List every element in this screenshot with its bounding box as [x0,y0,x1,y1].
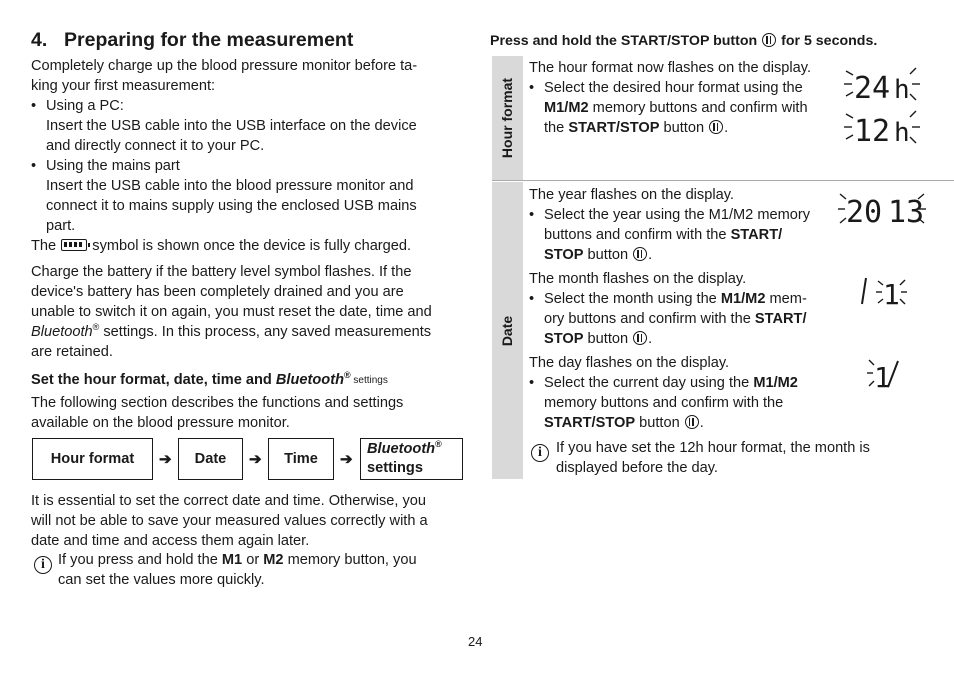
pc-line: and directly connect it to your PC. [46,138,265,154]
mains-line: connect it to mains supply using the enclosed USB mains [46,198,417,214]
charge-block [31,262,461,362]
charge-line: device's battery has been completely drained and you are [31,284,404,300]
lcd-year-20: 20 [846,195,883,230]
subheading-small: settings [350,375,388,386]
intro-line: king your first measurement: [31,78,216,94]
registered-mark: ® [435,439,442,450]
day-line: The day flashes on the display. [529,355,730,371]
flow-arrow: ➔ [340,451,353,468]
divider [492,180,954,181]
year-line: STOP button . [544,247,653,263]
flow-label: Date [194,451,227,467]
month-m1m2: M1/M2 [720,291,766,307]
subheading-bluetooth: Bluetooth [275,372,344,388]
following-line: available on the blood pressure monitor. [31,415,290,431]
month-start: START/ [754,311,807,327]
tip-line [58,550,458,570]
month-post: mem- [765,291,807,307]
hour-m1m2: M1/M2 [544,100,589,116]
mains-line: part. [46,218,76,234]
year-line: The year flashes on the display. [529,187,734,203]
section-number: 4. [31,29,48,51]
hour-pre: the [544,120,569,136]
mains-line: Insert the USB cable into the blood pressure monitor and [46,178,414,194]
lcd-h: h [894,75,910,105]
subheading-pre: Set the hour format, date, time and [31,372,276,388]
hour-line [529,98,834,118]
start-stop-button-icon [633,247,647,261]
bluetooth-word: Bluetooth [31,324,93,340]
month-pre: ory buttons and confirm with the [544,311,755,327]
tip-block [58,550,458,590]
hour-post: button [659,120,709,136]
hour-format-side-tab [492,56,523,180]
flow-box-date [178,438,243,480]
year-block [529,185,834,265]
day-bullet [529,373,834,393]
day-block [529,353,834,433]
tip-post: memory button, you [283,552,417,568]
month-line [529,309,834,329]
year-pre: buttons and confirm with the [544,227,731,243]
date-side-tab [492,182,523,479]
tip-line: can set the values more quickly. [58,572,265,588]
following-line: The following section describes the functions and settings [31,395,404,411]
charged-post: symbol is shown once the device is fully charged. [92,238,412,254]
month-stop: STOP [544,331,584,347]
following-block [31,393,461,433]
intro-line: Completely charge up the blood pressure monitor before ta- [31,58,418,74]
charge-line: are retained. [31,344,113,360]
month-line: The month flashes on the display. [529,271,747,287]
day-post: button [635,415,684,431]
lcd-month: 1 [883,278,900,310]
right-heading-post: for 5 seconds. [777,33,878,49]
lcd-hour-display [840,62,924,148]
lcd-12: 12 [854,114,891,148]
lcd-year-13: 13 [888,195,925,230]
month-block [529,269,834,349]
hour-rest: memory buttons and confirm with [588,100,808,116]
lcd-day-display [866,356,910,392]
mains-bullet: • Using the mains part [31,156,461,176]
date-side-label: Date [499,315,516,346]
day-line: memory buttons and confirm with the [544,395,784,411]
right-heading-pre: Press and hold the START/STOP button [490,33,762,49]
year-bullet: • Select the year using the M1/M2 memory [529,205,834,225]
hour-line: The hour format now flashes on the display. [529,60,812,76]
flow-box-hour-format [32,438,153,480]
lcd-slash [862,278,866,304]
right-heading [490,31,950,51]
tip-m2: M2 [263,552,284,568]
info-icon: i [34,556,52,574]
lcd-h: h [894,118,910,148]
flow-label: Hour format [50,451,135,467]
charge-rest: settings. In this process, any saved measurements [99,324,432,340]
start-stop-button-icon [633,331,647,345]
month-post: button [583,331,633,347]
note-line: If you have set the 12h hour format, the month is [556,440,870,456]
intro-block [31,56,461,256]
charge-line [31,322,461,342]
essential-line: will not be able to save your measured values correctly with a [31,513,428,529]
hour-start-stop: START/STOP [568,120,660,136]
month-bullet [529,289,834,309]
note-line: displayed before the day. [556,460,718,476]
year-start: START/ [730,227,783,243]
essential-line: It is essential to set the correct date and time. Otherwise, you [31,493,427,509]
hour-line: the START/STOP button . [544,120,729,136]
day-pre: Select the current day using the [544,375,754,391]
charged-line [31,236,461,256]
charged-pre: The [31,238,57,254]
charge-line: Charge the battery if the battery level symbol flashes. If the [31,264,412,280]
lcd-year-display [836,190,928,230]
lcd-day: 1 [874,361,891,392]
start-stop-button-icon [685,415,699,429]
section-title [31,29,353,51]
tip-or: or [242,552,264,568]
day-m1m2: M1/M2 [753,375,798,391]
page-number: 24 [468,634,483,649]
flow-settings: settings [367,460,423,476]
flow-box-bluetooth [360,438,463,480]
flow-bluetooth: Bluetooth [367,441,436,457]
day-line: START/STOP button . [544,415,704,431]
month-pre: Select the month using the [544,291,721,307]
year-line [529,225,834,245]
subheading [31,370,461,391]
year-stop: STOP [544,247,584,263]
lcd-24: 24 [854,71,891,106]
month-line: STOP button . [544,331,653,347]
tip-m1: M1 [221,552,243,568]
year-post: button [583,247,633,263]
info-icon: i [531,444,549,462]
tip-pre: If you press and hold the [58,552,222,568]
battery-icon [61,239,87,251]
flow-arrow: ➔ [159,451,172,468]
lcd-month-display [852,274,914,310]
hour-format-side-label: Hour format [499,77,516,159]
pc-bullet: • Using a PC: [31,96,461,116]
pc-line: Insert the USB cable into the USB interface on the device [46,118,417,134]
day-start-stop: START/STOP [544,415,636,431]
charge-line: unable to switch it on again, you must reset the date, time and [31,304,432,320]
hour-bullet: • Select the desired hour format using the [529,78,834,98]
essential-block [31,491,461,551]
registered-mark: ® [343,370,351,381]
note-block [556,438,946,478]
start-stop-button-icon [762,33,776,47]
registered-mark: ® [92,322,100,333]
flow-box-time [268,438,334,480]
flow-label: Time [284,451,318,467]
flow-arrow: ➔ [249,451,262,468]
flash-rays [867,360,874,386]
start-stop-button-icon [709,120,723,134]
section-title-text: Preparing for the measurement [64,29,354,51]
essential-line: date and time and access them again later. [31,533,310,549]
hour-format-block [529,58,834,138]
